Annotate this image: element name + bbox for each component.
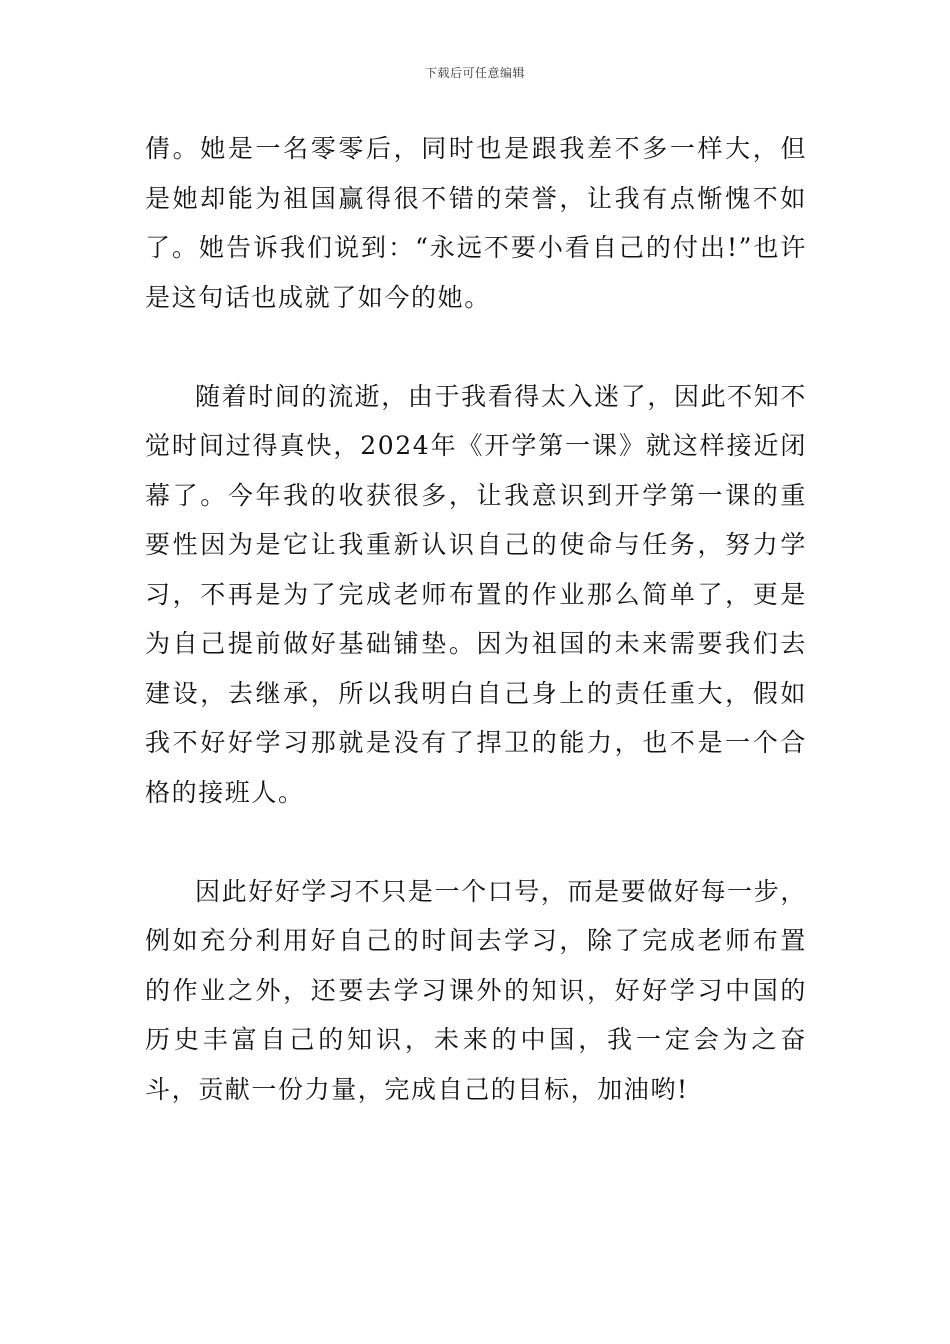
paragraph-1: 倩。她是一名零零后，同时也是跟我差不多一样大，但是她却能为祖国赢得很不错的荣誉，让我有点惭愧不如了。她告诉我们说到：“永远不要小看自己的付出!”也许是这句话也成就了如今的她。 (145, 134, 807, 312)
paragraph-2: 随着时间的流逝，由于我看得太入迷了，因此不知不觉时间过得真快，2024年《开学第一课》就这样接近闭幕了。今年我的收获很多，让我意识到开学第一课的重要性因为是它让我重新认识自己的使命与任务，努力学习，不再是为了完成老师布置的作业那么简单了，更是为自己提前做好基础铺垫。因为祖国的未来需要我们去建设，去继承，所以我明白自己身上的责任重大，假如我不好好学习那就是没有了捍卫的能力，也不是一个合格的接班人。 (145, 381, 807, 807)
document-body (145, 124, 807, 1114)
header-note: 下载后可任意编辑 (424, 66, 525, 80)
paragraph-3: 因此好好学习不只是一个口号，而是要做好每一步，例如充分利用好自己的时间去学习，除了完成老师布置的作业之外，还要去学习课外的知识，好好学习中国的历史丰富自己的知识，未来的中国，我一定会为之奋斗，贡献一份力量，完成自己的目标，加油哟! (145, 876, 807, 1104)
